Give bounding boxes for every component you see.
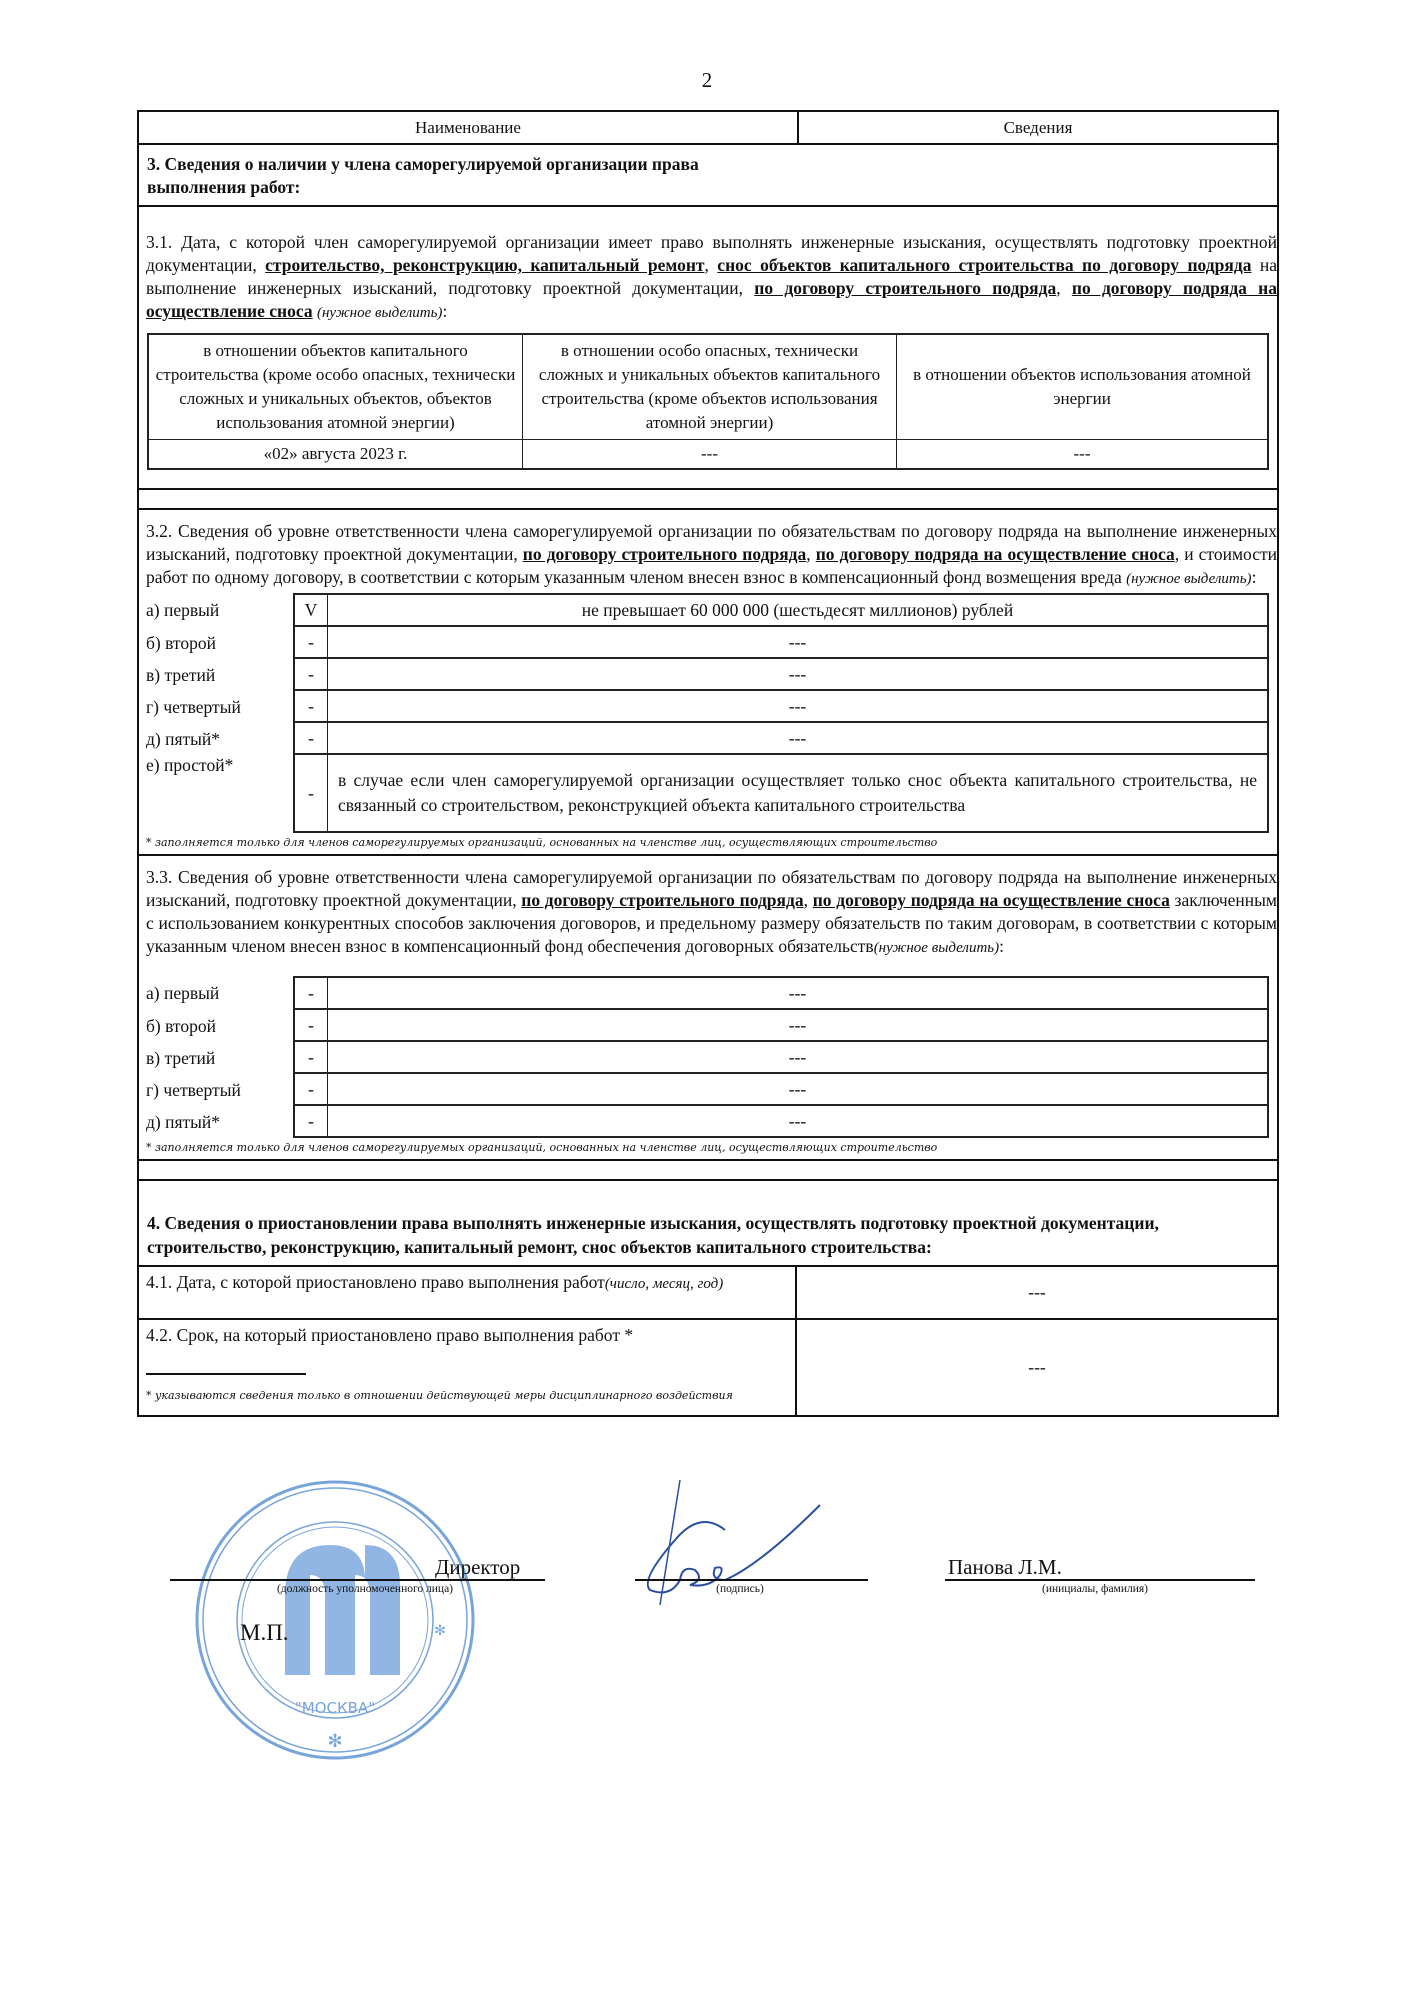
level-row: е) простой* - в случае если член саморегулируемой организации осуществляет только снос объекта капитального строительства, не связанный со строительством, реконструкцией объекта капитального строительства xyxy=(139,755,1277,833)
section-3-title: 3. Сведения о наличии у члена саморегулируемой организации права выполнения работ: xyxy=(147,154,699,197)
level-mark: - xyxy=(295,1042,328,1072)
section-3-1-text: 3.1. Дата, с которой член саморегулируемой организации имеет право выполнять инженерные изыскания, осуществлять подготовку проектной документации, строительство, реконструкцию, капитальный ремонт, снос объектов капитального строительства по договору подряда на выполнение инженерных изысканий, подготовку проектной документации, по договору строительного подряда, по договору подряда на осуществление сноса (нужное выделить): xyxy=(146,232,1277,321)
level-mark: V xyxy=(295,595,328,625)
section-4-title: 4. Сведения о приостановлении права выполнять инженерные изыскания, осуществлять подготовку проектной документации, строительство, реконструкцию, капитальный ремонт, снос объектов капитального строительства: xyxy=(139,1181,1277,1267)
col-header-capital: в отношении объектов капитального строительства (кроме особо опасных, технически сложных и уникальных объектов, объектов использования атомной энергии) xyxy=(149,335,523,440)
level-row: г) четвертый - --- xyxy=(139,1074,1277,1106)
value-hazardous: --- xyxy=(523,440,897,468)
level-mark: - xyxy=(295,723,328,753)
stamp-place-mark: М.П. xyxy=(240,1620,289,1645)
page-number: 2 xyxy=(701,68,713,92)
registry-table xyxy=(137,110,1279,1417)
col-header-nuclear: в отношении объектов использования атомной энергии xyxy=(897,335,1267,440)
level-row: а) первый V не превышает 60 000 000 (шестьдесят миллионов) рублей xyxy=(139,593,1277,627)
level-mark: - xyxy=(295,1106,328,1136)
signature-block xyxy=(0,1550,1414,1610)
section-4-2: 4.2. Срок, на который приостановлено право выполнения работ * * указываются сведения только в отношении действующей меры дисциплинарного воздействия --- xyxy=(139,1320,1277,1415)
section-3-1 xyxy=(139,207,1277,490)
level-mark: - xyxy=(295,659,328,689)
footnote: * заполняется только для членов саморегулируемых организаций, основанных на членстве лиц, осуществляющих строительство xyxy=(146,836,938,849)
name-caption: (инициалы, фамилия) xyxy=(1041,1583,1149,1595)
level-mark: - xyxy=(295,978,328,1008)
level-row: д) пятый* - --- xyxy=(139,1106,1277,1138)
header-info: Сведения xyxy=(1003,117,1073,137)
value-capital: «02» августа 2023 г. xyxy=(149,440,523,468)
level-row: г) четвертый - --- xyxy=(139,691,1277,723)
signature-line xyxy=(635,1579,868,1581)
svg-text:✻: ✻ xyxy=(327,1731,343,1752)
footnote-rule xyxy=(146,1373,306,1375)
header-name: Наименование xyxy=(139,112,799,143)
spacer-row xyxy=(139,1161,1277,1181)
section-3-title-row xyxy=(139,145,1277,207)
level-mark: - xyxy=(295,755,328,831)
col-header-hazardous: в отношении особо опасных, технически сложных и уникальных объектов капитального строительства (кроме объектов использования атомной энергии) xyxy=(523,335,897,440)
signatory-name: Панова Л.М. xyxy=(948,1555,1062,1579)
position-value: Директор xyxy=(435,1555,521,1579)
section-3-3 xyxy=(139,856,1277,1161)
svg-text:✻: ✻ xyxy=(434,1623,446,1639)
organization-stamp xyxy=(190,1475,480,1765)
liability-levels-vv xyxy=(139,593,1277,833)
level-row: б) второй - --- xyxy=(139,1010,1277,1042)
section-3-3-text: 3.3. Сведения об уровне ответственности члена саморегулируемой организации по обязательствам по договору подряда на выполнение инженерных изысканий, подготовку проектной документации, по договору строительного подряда, по договору подряда на осуществление сноса заключенным с использованием конкурентных способов заключения договоров, и предельному размеру обязательств по таким договорам, в соответствии с которым указанным членом внесен взнос в компенсационный фонд обеспечения договорных обязательств(нужное выделить): xyxy=(146,867,1277,956)
level-mark: - xyxy=(295,1074,328,1104)
table-header xyxy=(139,112,1277,145)
section-3-2 xyxy=(139,510,1277,856)
liability-levels-odo xyxy=(139,976,1277,1138)
footnote: * заполняется только для членов саморегулируемых организаций, основанных на членстве лиц, осуществляющих строительство xyxy=(146,1141,938,1154)
stamp-city: "МОСКВА" xyxy=(294,1699,376,1717)
signature-caption: (подпись) xyxy=(716,1583,764,1595)
suspension-date-value: --- xyxy=(1028,1282,1046,1302)
spacer-row xyxy=(139,490,1277,510)
level-mark: - xyxy=(295,1010,328,1040)
level-mark: - xyxy=(295,627,328,657)
level-row: в) третий - --- xyxy=(139,659,1277,691)
section-4-1: 4.1. Дата, с которой приостановлено право выполнения работ(число, месяц, год) --- xyxy=(139,1267,1277,1320)
section-3-1-table xyxy=(147,333,1269,470)
level-mark: - xyxy=(295,691,328,721)
level-row: в) третий - --- xyxy=(139,1042,1277,1074)
suspension-term-value: --- xyxy=(1028,1357,1046,1377)
footnote: * указываются сведения только в отношении действующей меры дисциплинарного воздействия xyxy=(146,1389,733,1402)
value-nuclear: --- xyxy=(1073,444,1091,463)
position-caption: (должность уполномоченного лица) xyxy=(276,1583,454,1595)
level-row: д) пятый* - --- xyxy=(139,723,1277,755)
level-row: б) второй - --- xyxy=(139,627,1277,659)
section-3-2-text: 3.2. Сведения об уровне ответственности члена саморегулируемой организации по обязательствам по договору подряда на выполнение инженерных изысканий, подготовку проектной документации, по договору строительного подряда, по договору подряда на осуществление сноса, и стоимости работ по одному договору, в соответствии с которым указанным членом внесен взнос в компенсационный фонд возмещения вреда (нужное выделить): xyxy=(146,521,1277,587)
level-row: а) первый - --- xyxy=(139,976,1277,1010)
